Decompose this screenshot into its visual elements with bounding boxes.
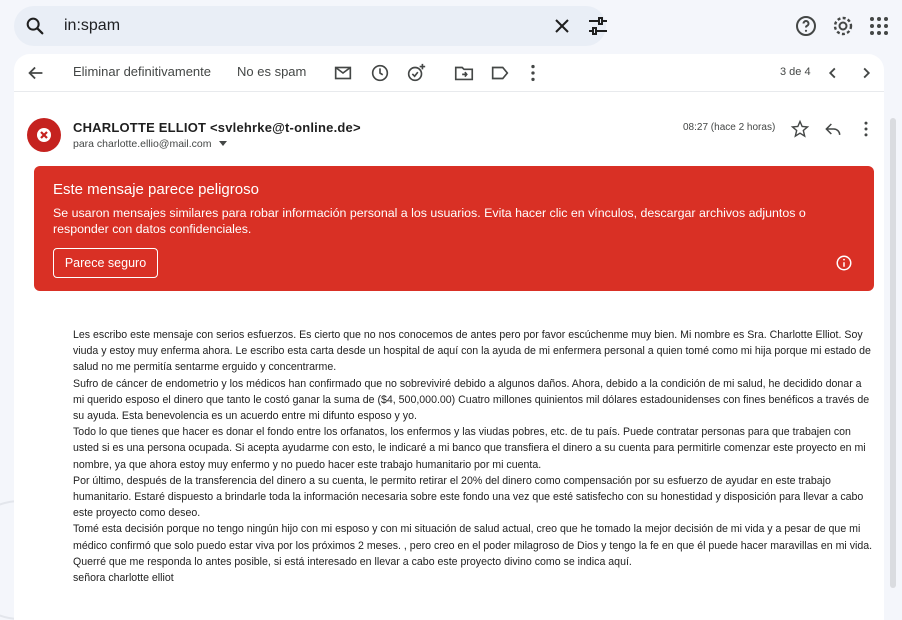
info-icon[interactable] [835,254,853,272]
body-paragraph: Por último, después de la transferencia del dinero a su cuenta, le permito retirar el 20% del dinero como compensación por su esfuerzo de ayudar en este trabajo humanitario. Estaré dispuesto a brindarle toda la información necesaria sobre este fondo una vez que esté satisfecho con su honestidad y disposición para llevar a cabo este proyecto como deseo. [73,474,864,520]
body-paragraph: Todo lo que tienes que hacer es donar el fondo entre los orfanatos, los enfermos y las viudas pobres, etc. de tu país. Puede contratar personas para que trabajen con usted si es una persona ocupada. Si acepta ayudarme con esto, le indicaré a mi banco que transfiera el dinero a su cuenta para permitirle comenzar este proyecto en mi nombre, ya que ahora estoy muy enfermo y no puedo hacer este trabajo humanitario por mi cuenta. [73,426,866,471]
move-to-folder-icon[interactable] [453,62,475,84]
mark-unread-icon[interactable] [332,62,354,84]
sender-avatar [27,118,61,152]
delete-forever-button[interactable]: Eliminar definitivamente [73,64,212,79]
gear-icon[interactable] [831,14,855,38]
email-date: 08:27 (hace 2 horas) [683,122,776,133]
body-paragraph: Tomé esta decisión porque no tengo ningún hijo con mi esposo y con mi situación de salud actual, creo que he tomado la mejor decisión de mi vida y a pesar de que mi médico confirmó que solo puedo estar viva por los próximos 2 meses. , pero creo en el poder milagroso de Dios y tengo la fe en que él puede hacer maravillas en mi vida. [73,523,873,552]
body-paragraph: Sufro de cáncer de endometrio y los médicos han confirmado que no sobreviviré debido a algunos daños. Ahora, debido a la condición de mi salud, he decidido donar a mi querido esposo el dinero que tanto le costó ganar la suma de ($4, 500,000.00) Cuatro millones quinientos mil dólares estadounidenses con fines benéficos a través de su ayuda. Esta benevolencia es un acuerdo entre mi difunto esposo y yo. [73,377,870,423]
search-input[interactable] [64,14,504,38]
clear-search-icon[interactable] [550,14,574,38]
scrollbar[interactable] [888,110,898,620]
not-spam-button[interactable]: No es spam [237,64,307,79]
signature: señora charlotte elliot [73,572,174,585]
danger-warning-banner [34,166,874,291]
body-paragraph: Querré que me responda lo antes posible, si está interesado en llevar a cabo este proyecto divino como se indica aquí. [73,555,632,568]
caret-down-icon[interactable] [218,139,228,147]
star-icon[interactable] [790,119,810,139]
scrollbar-thumb[interactable] [890,118,896,588]
looks-safe-button[interactable]: Parece seguro [53,248,158,278]
warning-title: Este mensaje parece peligroso [53,181,259,198]
chevron-left-icon[interactable] [822,62,844,84]
help-icon[interactable] [794,14,818,38]
search-icon[interactable] [24,15,46,37]
warning-description: Se usaron mensajes similares para robar información personal a los usuarios. Evita hacer clic en vínculos, descargar archivos adjuntos o responder con datos confidenciales. [53,206,806,236]
chevron-right-icon[interactable] [855,62,877,84]
apps-grid-icon[interactable] [867,14,891,38]
recipient-line[interactable] [73,138,228,150]
top-bar [0,0,902,54]
back-arrow-icon[interactable] [25,62,47,84]
add-task-icon[interactable] [405,62,427,84]
search-bar[interactable] [14,6,606,46]
warning-x-icon [27,118,61,152]
search-options-icon[interactable] [586,14,610,38]
message-more-icon[interactable] [856,119,876,139]
pagination-count: 3 de 4 [780,66,811,78]
recipient-text: para charlotte.ellio@mail.com [73,138,212,150]
reply-icon[interactable] [823,119,843,139]
email-toolbar [14,54,884,92]
email-body [73,327,873,586]
body-paragraph: Les escribo este mensaje con serios esfuerzos. Es cierto que no nos conocemos de antes pero por favor escúchenme muy bien. Mi nombre es Sra. Charlotte Elliot. Soy viuda y estoy muy enferma ahora. Le escribo esta carta desde un hospital de aquí con la ayuda de mi enfermera personal a quien tomé como mi hija porque mi estado de salud no me permitía sentarme erguido y concentrarme. [73,329,871,374]
label-icon[interactable] [489,62,511,84]
snooze-clock-icon[interactable] [369,62,391,84]
email-view [14,54,884,620]
sender-name: CHARLOTTE ELLIOT <svlehrke@t-online.de> [73,120,361,135]
more-options-icon[interactable] [522,62,544,84]
